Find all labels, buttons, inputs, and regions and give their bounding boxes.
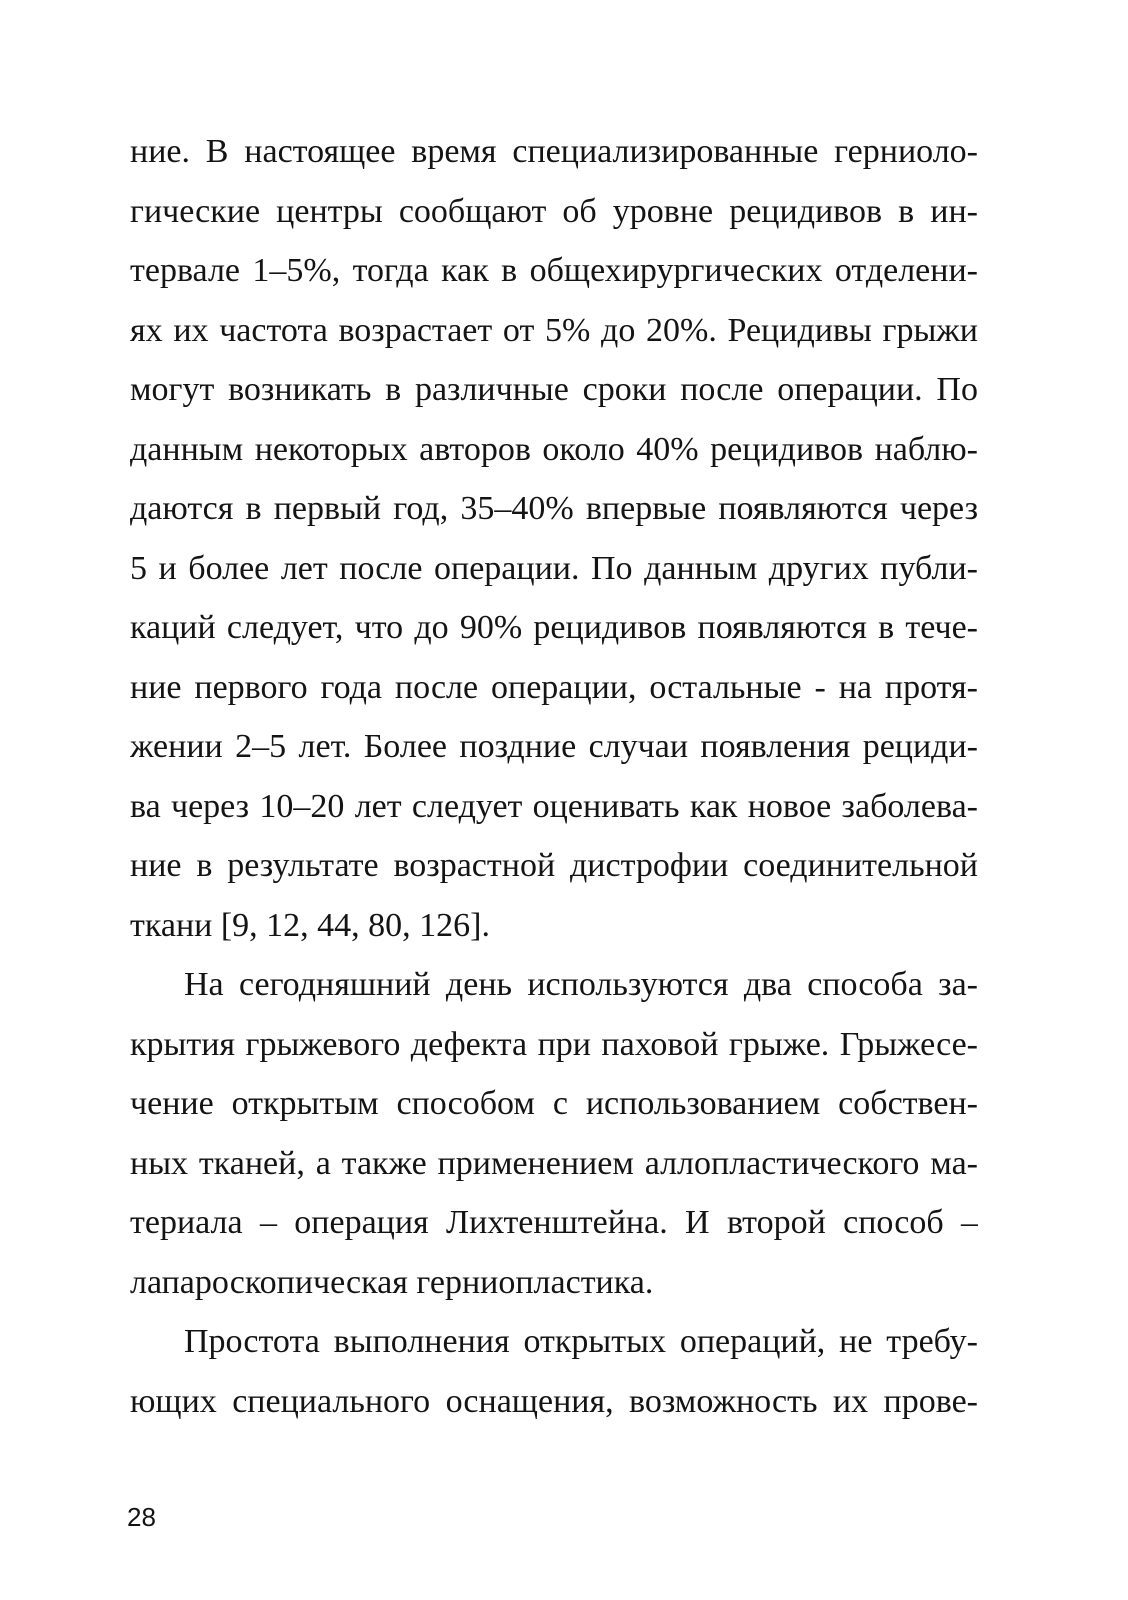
text-line: териала – операция Лихтенштейна. И второй способ –	[130, 1204, 978, 1241]
text-line: данным некоторых авторов около 40% рецидивов наблю-	[130, 430, 978, 468]
text-line: тервале 1–5%, тогда как в общехирургических отделени-	[130, 252, 978, 289]
paragraph	[130, 955, 978, 1312]
text-line: На сегодняшний день используются два способа за-	[184, 966, 978, 1003]
text-line: ва через 10–20 лет следует оценивать как новое заболева-	[130, 787, 978, 825]
text-line: ющих специального оснащения, возможность их прове-	[130, 1382, 978, 1420]
text-line: крытия грыжевого дефекта при паховой грыже. Грыжесе-	[130, 1025, 978, 1063]
text-line: могут возникать в различные сроки после операции. По	[130, 371, 978, 408]
page-number: 28	[127, 1502, 156, 1532]
text-line: Простота выполнения открытых операций, не требу-	[184, 1323, 978, 1360]
text-line: чение открытым способом с использованием собствен-	[130, 1085, 978, 1122]
text-line: даются в первый год, 35–40% впервые появляются через	[130, 490, 978, 527]
text-line: каций следует, что до 90% рецидивов появляются в тече-	[130, 609, 978, 646]
text-line: гические центры сообщают об уровне рецидивов в ин-	[130, 192, 978, 230]
text-line: ткани [9, 12, 44, 80, 126].	[130, 906, 490, 944]
text-line: лапароскопическая герниопластика.	[130, 1263, 654, 1301]
text-line: ние первого года после операции, остальные - на протя-	[130, 668, 978, 706]
text-line: 5 и более лет после операции. По данным других публи-	[130, 549, 978, 587]
paragraph	[130, 1312, 978, 1431]
text-line: ние. В настоящее время специализированные герниоло-	[130, 133, 978, 170]
text-line: ях их частота возрастает от 5% до 20%. Рецидивы грыжи	[130, 311, 978, 349]
body-text	[130, 122, 978, 1431]
text-line: ных тканей, а также применением аллопластического ма-	[130, 1144, 978, 1182]
text-line: ние в результате возрастной дистрофии соединительной	[130, 847, 978, 884]
text-line: жении 2–5 лет. Более поздние случаи появления рециди-	[130, 728, 978, 765]
paragraph	[130, 122, 978, 955]
